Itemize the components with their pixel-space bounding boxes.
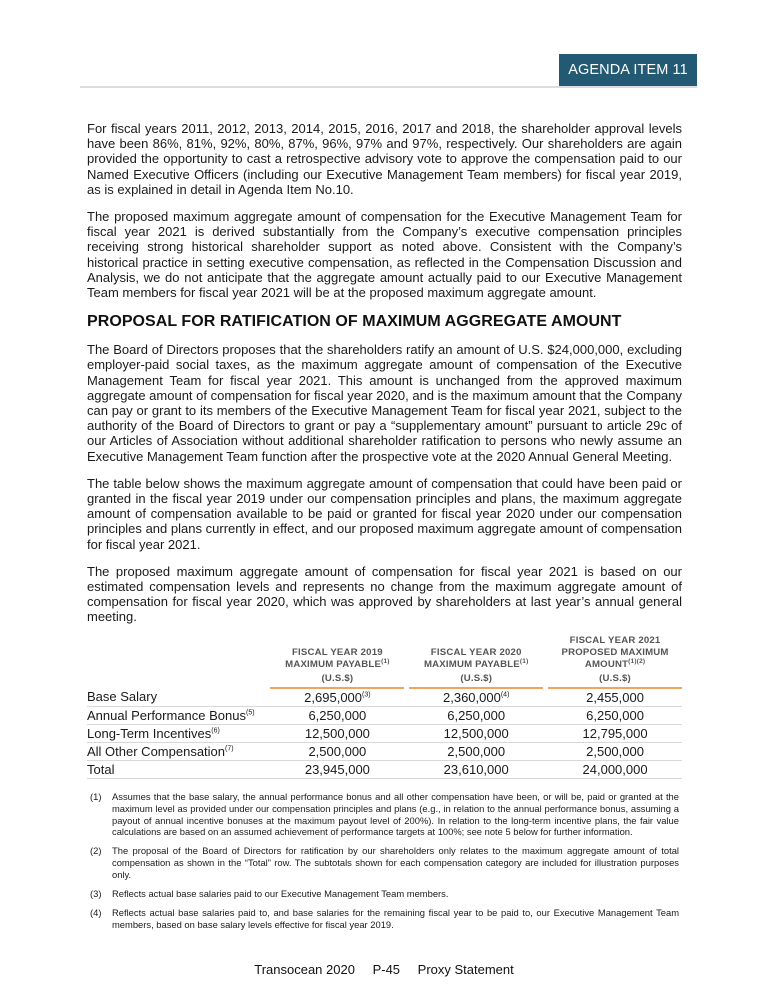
- table-row: [87, 724, 682, 742]
- table-row-total: [87, 760, 682, 778]
- compensation-table: [87, 635, 682, 779]
- footer-page-number: P-45: [372, 962, 401, 977]
- cell-value: 2,360,000$^{(4)}$: [409, 688, 543, 707]
- column-unit: (U.S.$): [270, 673, 404, 688]
- intro-paragraph: The proposed maximum aggregate amount of compensation for the Executive Management Team for fiscal year 2021 is derived substantially from the Company’s executive compensation principles receiving strong historical shareholder support as noted above. Consistent with the Company’s historical practice in setting executive compensation, as reflected in the Compensation Discussion and Analysis, we do not anticipate that the aggregate amount actually paid to our Executive Management Team members for fiscal year 2021 will be at the proposed maximum aggregate amount.: [87, 209, 682, 301]
- agenda-item-badge: AGENDA ITEM 11: [559, 54, 697, 87]
- cell-value: 12,500,000: [270, 724, 404, 742]
- cell-value: 23,610,000: [409, 760, 543, 778]
- section-paragraph: The Board of Directors proposes that the shareholders ratify an amount of U.S. $24,000,000, excluding employer-paid social taxes, as the maximum aggregate amount of compensation of the Executive Management Team for fiscal year 2021. This amount is unchanged from the approved maximum aggregate amount of compensation for fiscal year 2020, and is the maximum amount that the Company can pay or grant to its members of the Executive Management Team for fiscal year 2021, subject to the authority of the Board of Directors to grant or pay a “supplementary amount” pursuant to article 29c of our Articles of Association without additional shareholder ratification to persons who newly assume an Executive Management Team function after the prospective vote at the 2020 Annual General Meeting.: [87, 342, 682, 464]
- footer-company: Transocean 2020: [254, 962, 355, 977]
- table-unit-row: [87, 673, 682, 688]
- row-label: All Other Compensation$^{(7)}$: [87, 742, 270, 760]
- page-footer: [0, 962, 768, 977]
- column-header-fy2020: FISCAL YEAR 2020 MAXIMUM PAYABLE$^{(1)}$: [423, 646, 529, 670]
- footnote: [87, 907, 682, 931]
- header-divider: [80, 86, 697, 88]
- cell-value: 6,250,000: [270, 706, 404, 724]
- footnote-number: (2): [90, 845, 102, 857]
- cell-value: 2,455,000: [548, 688, 682, 707]
- footer-document-title: Proxy Statement: [417, 962, 514, 977]
- table-row: [87, 742, 682, 760]
- section-heading: PROPOSAL FOR RATIFICATION OF MAXIMUM AGGREGATE AMOUNT: [87, 313, 622, 331]
- footnote-number: (4): [90, 906, 102, 918]
- table-row: [87, 706, 682, 724]
- cell-value: 2,500,000: [548, 742, 682, 760]
- footnote-number: (3): [90, 888, 102, 900]
- footnotes: [87, 791, 682, 931]
- cell-value: 2,500,000: [270, 742, 404, 760]
- table-header-row: [87, 635, 682, 673]
- cell-value: 12,795,000: [548, 724, 682, 742]
- cell-value: 12,500,000: [409, 724, 543, 742]
- section-paragraph: The table below shows the maximum aggregate amount of compensation that could have been paid or granted in the fiscal year 2019 under our compensation principles and plans, the maximum aggregate amount of compensation available to be paid or granted for fiscal year 2020 under our compensation principles and plans currently in effect, and our proposed maximum aggregate amount of compensation for fiscal year 2021.: [87, 475, 682, 552]
- row-label: Total: [87, 760, 270, 778]
- column-header-fy2021: FISCAL YEAR 2021 PROPOSED MAXIMUM $AMOUNT^{(1)(2)}$: [561, 634, 669, 670]
- cell-value: 2,500,000: [409, 742, 543, 760]
- footnote: [87, 845, 682, 881]
- column-unit: (U.S.$): [409, 673, 543, 688]
- cell-value: 6,250,000: [548, 706, 682, 724]
- row-label: Long-Term Incentives$^{(6)}$: [87, 724, 270, 742]
- section-paragraph: The proposed maximum aggregate amount of compensation for fiscal year 2021 is based on our estimated compensation levels and represents no change from the maximum aggregate amount of compensation for fiscal year 2020, which was approved by shareholders at last year’s annual general meeting.: [87, 563, 682, 625]
- footnote: [87, 791, 682, 839]
- column-unit: (U.S.$): [548, 673, 682, 688]
- cell-value: 24,000,000: [548, 760, 682, 778]
- cell-value: 23,945,000: [270, 760, 404, 778]
- row-label: Base Salary: [87, 688, 270, 707]
- page-content: [87, 121, 682, 938]
- footnote: [87, 888, 682, 900]
- footnote-text: Reflects actual base salaries paid to, and base salaries for the remaining fiscal year to be paid to, our Executive Management Team members, based on base salary levels effective for fiscal year 2019.: [112, 906, 679, 930]
- column-header-fy2019: FISCAL YEAR 2019 MAXIMUM PAYABLE$^{(1)}$: [285, 646, 390, 670]
- intro-paragraph: For fiscal years 2011, 2012, 2013, 2014, 2015, 2016, 2017 and 2018, the shareholder approval levels have been 86%, 81%, 92%, 80%, 87%, 96%, 97% and 97%, respectively. Our shareholders are again provided the opportunity to cast a retrospective advisory vote to approve the compensation paid to our Named Executive Officers (including our Executive Management Team members) for fiscal year 2019, as is explained in detail in Agenda Item No.10.: [87, 121, 682, 197]
- footnote-text: The proposal of the Board of Directors for ratification by our shareholders only relates to the maximum aggregate amount of total compensation as shown in the “Total” row. The subtotals shown for each compensation category are included for illustration purposes only.: [112, 845, 679, 881]
- table-row: [87, 688, 682, 707]
- cell-value: 6,250,000: [409, 706, 543, 724]
- footnote-text: Assumes that the base salary, the annual performance bonus and all other compensation have been, or will be, paid or granted at the maximum level as provided under our compensation principles and plans (e.g., in relation to the annual performance bonus, assuming a payout of annual incentive bonuses at the maximum payout level of 200%). In relation to the long-term incentive plans, the fair value calculations are based on an assumed achievement of performance targets at 100%; see note 5 below for further information.: [112, 790, 679, 838]
- footnote-number: (1): [90, 790, 102, 802]
- cell-value: 2,695,000$^{(3)}$: [270, 688, 404, 707]
- row-label: Annual Performance Bonus$^{(5)}$: [87, 706, 270, 724]
- footnote-text: Reflects actual base salaries paid to our Executive Management Team members.: [112, 888, 449, 900]
